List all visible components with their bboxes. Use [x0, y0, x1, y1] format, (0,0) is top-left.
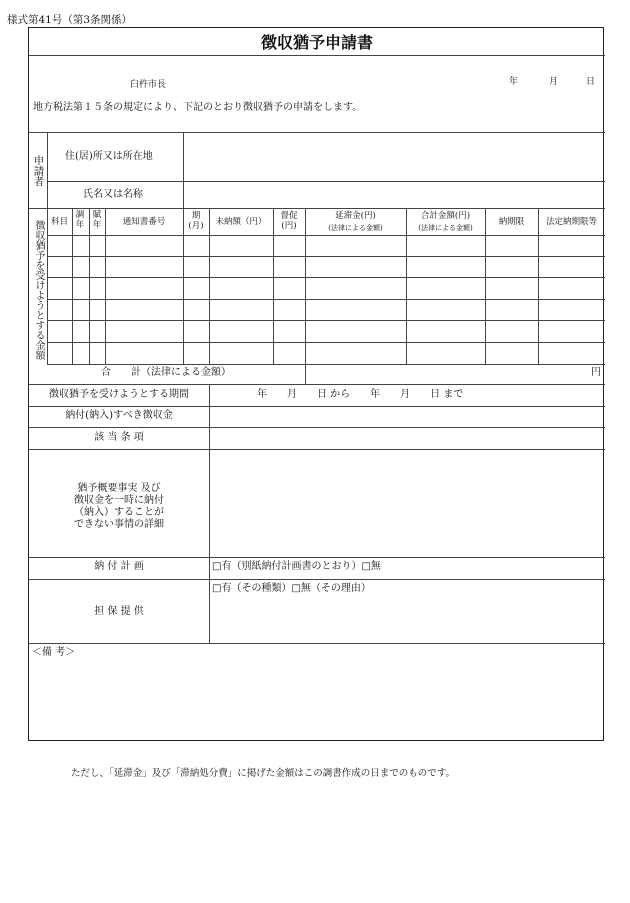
plan-value[interactable]: □有（別紙納付計画書のとおり）□無 — [212, 561, 381, 572]
form-title: 徴収猶予申請書 — [260, 33, 373, 52]
name-label: 氏名又は名称 — [83, 189, 143, 200]
remarks-label: ＜備 考＞ — [32, 647, 76, 658]
date-year[interactable]: 年 — [509, 77, 519, 87]
col-delinquency-sub: (法律による金額) — [328, 224, 383, 232]
amount-section-label: 徴収猶予を受けようとする金額 — [33, 220, 44, 360]
period-label: 徴収猶予を受けようとする期間 — [49, 389, 189, 400]
amount-row[interactable] — [47, 236, 605, 256]
clause-field[interactable] — [210, 428, 605, 448]
period-value[interactable]: 年 月 日 から 年 月 日 まで — [257, 389, 464, 400]
security-label: 担 保 提 供 — [94, 606, 144, 617]
date-day[interactable]: 日 — [586, 77, 596, 87]
collection-label: 納付(納入)すべき徴収金 — [65, 410, 173, 421]
collection-field[interactable] — [210, 407, 605, 427]
footnote: ただし、「延滞金」及び「滞納処分費」に掲げた金額はこの調書作成の日までのものです。 — [71, 768, 455, 779]
col-delinquency: 延滞金(円) — [335, 211, 376, 221]
addressee: 臼杵市長 — [130, 80, 167, 90]
col-notice-number: 通知書番号 — [122, 217, 166, 227]
amount-row[interactable] — [47, 278, 605, 299]
applicant-section-label: 申請者 — [32, 155, 45, 187]
col-tax-year: 調年 — [75, 210, 85, 230]
address-label: 住(居)所又は所在地 — [65, 151, 153, 162]
col-deadline: 納期限 — [498, 217, 525, 227]
col-period: 期 (月) — [188, 211, 204, 231]
col-assess-year: 賦年 — [92, 210, 102, 230]
detail-label: 猶予概要事実 及び 徴収金を一時に納付 （納入）することが できない事情の詳細 — [74, 483, 164, 530]
col-demand-fee: 督促 (円) — [280, 211, 298, 231]
col-legal-deadline: 法定納期限等 — [545, 217, 597, 227]
date-month[interactable]: 月 — [549, 77, 559, 87]
amount-row[interactable] — [47, 300, 605, 320]
amount-row[interactable] — [47, 257, 605, 277]
amount-row[interactable] — [47, 321, 605, 342]
amount-row[interactable] — [47, 343, 605, 364]
col-total-sub: (法律による金額) — [418, 224, 473, 232]
remarks-field[interactable] — [31, 662, 601, 738]
declaration-text: 地方税法第１５条の規定により、下記のとおり徴収猶予の申請をします。 — [33, 102, 363, 113]
form-number: 様式第41号（第3条関係） — [7, 14, 133, 26]
col-total: 合計金額(円) — [420, 211, 471, 221]
col-item: 科目 — [50, 217, 68, 227]
plan-label: 納 付 計 画 — [94, 561, 144, 572]
application-form — [28, 27, 604, 741]
total-label: 合 計（法律による金額） — [101, 367, 231, 378]
col-unpaid: 未納額（円） — [215, 217, 267, 227]
detail-field[interactable] — [210, 450, 605, 557]
clause-label: 該 当 条 項 — [94, 432, 144, 443]
total-yen[interactable]: 円 — [591, 367, 601, 378]
security-value[interactable]: □有（その種類）□無（その理由） — [212, 583, 371, 594]
